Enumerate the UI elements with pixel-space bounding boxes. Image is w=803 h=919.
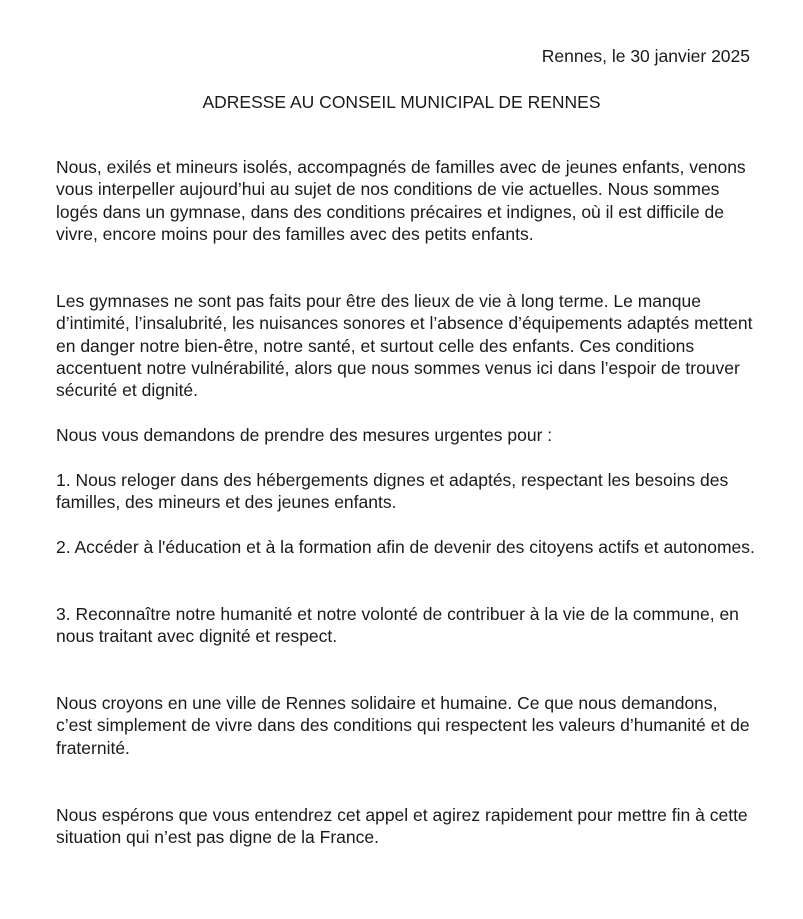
demand-item-1: 1. Nous reloger dans des hébergements dignes et adaptés, respectant les besoins des familles, des mineurs et des jeunes enfants.: [56, 470, 729, 513]
paragraph-solidarity: Nous croyons en une ville de Rennes solidaire et humaine. Ce que nous demandons, c’est simplement de vivre dans des conditions qui respectent les valeurs d’humanité et de fraternité.: [56, 693, 750, 758]
demand-item-2: 2. Accéder à l'éducation et à la formation afin de devenir des citoyens actifs et autonomes.: [56, 537, 755, 557]
paragraph-demands-intro: Nous vous demandons de prendre des mesures urgentes pour :: [56, 425, 553, 445]
demand-item-3: 3. Reconnaître notre humanité et notre volonté de contribuer à la vie de la commune, en nous traitant avec dignité et respect.: [56, 604, 739, 647]
letter-date: Rennes, le 30 janvier 2025: [541, 46, 750, 66]
paragraph-gymnasium-conditions: Les gymnases ne sont pas faits pour être des lieux de vie à long terme. Le manque d’intimité, l’insalubrité, les nuisances sonores et l’absence d’équipements adaptés mettent en danger notre bien-être, notre santé, et surtout celle des enfants. Ces conditions accentuent notre vulnérabilité, alors que nous sommes venus ici dans l’espoir de trouver sécurité et dignité.: [56, 291, 753, 401]
paragraph-intro: Nous, exilés et mineurs isolés, accompagnés de familles avec de jeunes enfants, venons vous interpeller aujourd’hui au sujet de nos conditions de vie actuelles. Nous sommes logés dans un gymnase, dans des conditions précaires et indignes, où il est difficile de vivre, encore moins pour des familles avec des petits enfants.: [56, 157, 746, 244]
letter-title: ADRESSE AU CONSEIL MUNICIPAL DE RENNES: [202, 92, 601, 112]
paragraph-closing: Nous espérons que vous entendrez cet appel et agirez rapidement pour mettre fin à cette situation qui n’est pas digne de la France.: [56, 805, 748, 848]
